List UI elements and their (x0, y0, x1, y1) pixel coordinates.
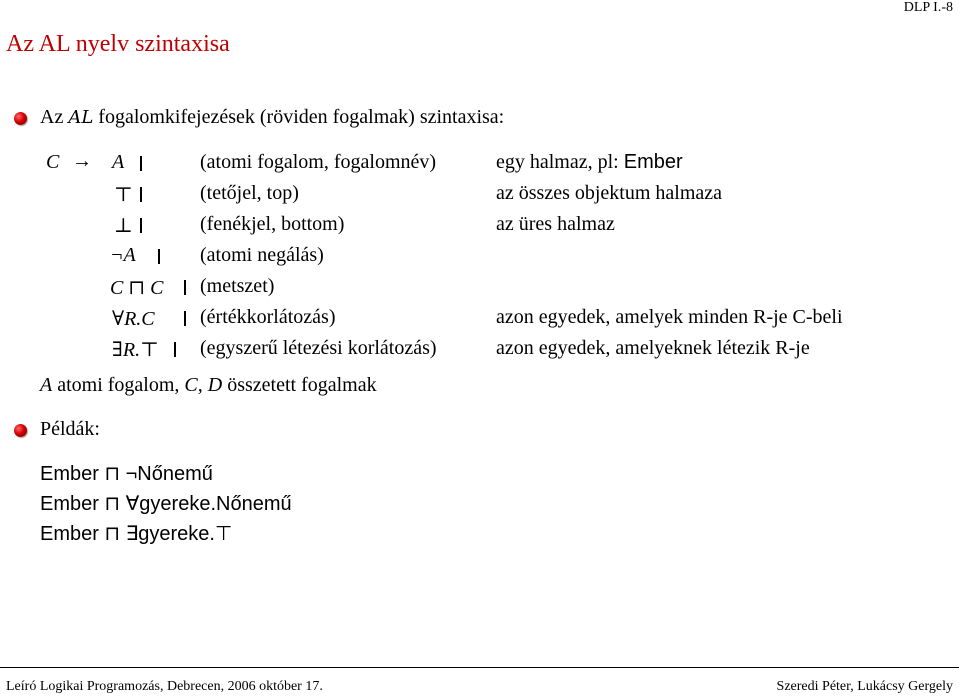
rule-bottom: ⊥ (114, 215, 133, 237)
grammar-lhs: C (46, 151, 60, 173)
footer-left: Leíró Logikai Programozás, Debrecen, 2006 október 17. (6, 679, 323, 694)
intro-prefix: Az (40, 106, 69, 128)
desc-bottom: (fenékjel, bottom) (200, 213, 345, 235)
desc-atomic: (atomi fogalom, fogalomnév) (200, 151, 437, 173)
footer-right: Szeredi Péter, Lukácsy Gergely (776, 679, 953, 694)
note-text-1: atomi fogalom, (52, 374, 185, 396)
alt-bar (140, 156, 142, 175)
intro-text: fogalomkifejezések (röviden fogalmak) szintaxisa: (93, 106, 505, 128)
grammar-arrow: → (72, 150, 92, 172)
grammar-note (40, 374, 377, 397)
page-label: DLP I.-8 (903, 0, 953, 15)
bullet-icon (14, 112, 27, 125)
meaning-value-restriction: azon egyedek, amelyek minden R-je C-beli (496, 306, 843, 328)
meaning-top: az összes objektum halmaza (496, 182, 723, 204)
note-a: A (40, 374, 53, 396)
alt-bar (158, 249, 160, 268)
bullet-icon (14, 424, 27, 437)
slide-title: Az AL nyelv szintaxisa (6, 31, 230, 57)
rule-top: ⊤ (114, 184, 133, 206)
alt-bar (184, 280, 186, 299)
intro-line (40, 106, 504, 129)
meaning-atomic (496, 151, 683, 174)
alt-bar (174, 342, 176, 361)
example-item: Ember ⊓ ∃gyereke.⊤ (40, 523, 233, 545)
alt-bar (140, 218, 142, 237)
meaning-atomic-text: egy halmaz, pl: (496, 151, 624, 173)
desc-existential: (egyszerű létezési korlátozás) (200, 337, 437, 359)
alt-bar (184, 311, 186, 330)
meaning-bottom: az üres halmaz (496, 213, 615, 235)
rule-intersection: C ⊓ C (110, 277, 164, 299)
meaning-atomic-example: Ember (623, 151, 683, 173)
desc-negation: (atomi negálás) (200, 244, 324, 266)
note-cd: C, D (184, 374, 223, 396)
desc-intersection: (metszet) (200, 275, 275, 297)
example-item: Ember ⊓ ¬Nőnemű (40, 463, 213, 485)
alt-bar (140, 187, 142, 206)
example-item: Ember ⊓ ∀gyereke.Nőnemű (40, 493, 292, 515)
footer-divider (0, 667, 959, 668)
rule-atomic: A (112, 151, 125, 173)
rule-existential: ∃R.⊤ (112, 339, 159, 361)
examples-heading: Példák: (40, 418, 100, 440)
desc-value-restriction: (értékkorlátozás) (200, 306, 336, 328)
meaning-existential: azon egyedek, amelyeknek létezik R-je (496, 337, 810, 359)
rule-negation: ¬A (110, 244, 136, 266)
al-symbol: AL (68, 107, 94, 128)
rule-value-restriction: ∀R.C (112, 308, 155, 330)
note-text-2: összetett fogalmak (222, 374, 377, 396)
desc-top: (tetőjel, top) (200, 182, 299, 204)
